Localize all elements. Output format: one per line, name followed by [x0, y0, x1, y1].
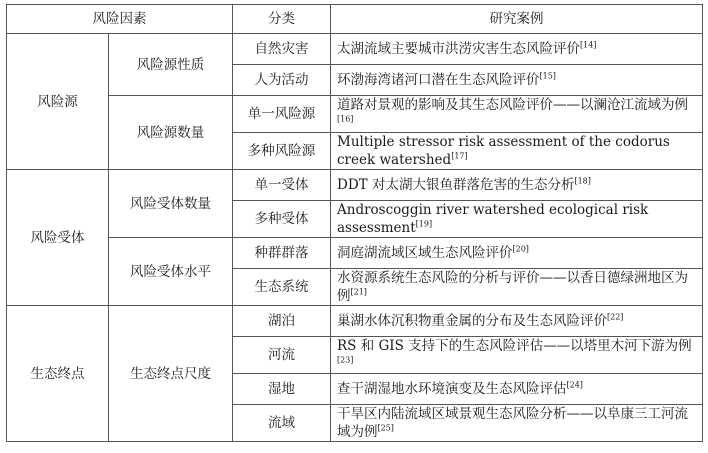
classification-cell: 多种受体	[233, 201, 331, 238]
classification-cell: 多种风险源	[233, 133, 331, 170]
header-classification: 分类	[233, 5, 331, 34]
case-cell	[331, 65, 703, 96]
table-header-row	[7, 5, 703, 34]
subcategory-cell: 生态终点尺度	[109, 306, 233, 442]
reference-mark: [16]	[337, 114, 354, 124]
case-text: 洞庭湖流域区域生态风险评价	[337, 245, 513, 261]
risk-factor-cell: 风险受体	[7, 170, 109, 306]
case-text: 查干湖湿地水环境演变及生态风险评估	[337, 381, 567, 397]
case-text: 太湖流域主要城市洪涝灾害生态风险评价	[337, 41, 580, 57]
classification-cell: 湖泊	[233, 306, 331, 337]
case-text: 道路对景观的影响及其生态风险评价——以澜沧江流域为例	[337, 97, 688, 113]
reference-mark: [18]	[574, 176, 591, 186]
reference-mark: [24]	[566, 380, 583, 390]
header-risk-factor: 风险因素	[7, 5, 233, 34]
case-text: 水资源系统生态风险的分析与评价——以香日德绿洲地区为例	[337, 270, 688, 304]
case-text: 环渤海湾诸河口潜在生态风险评价	[337, 72, 540, 88]
case-text: Androscoggin river watershed ecological risk assessment	[337, 202, 649, 236]
reference-mark: [20]	[512, 244, 529, 254]
classification-cell: 生态系统	[233, 269, 331, 306]
case-text: RS 和 GIS 支持下的生态风险评估——以塔里木河下游为例	[337, 338, 692, 354]
reference-mark: [17]	[451, 151, 468, 161]
subcategory-cell: 风险源性质	[109, 34, 233, 96]
case-text: 干旱区内陆流域区域景观生态风险分析——以阜康三工河流域为例	[337, 406, 688, 440]
classification-cell: 单一受体	[233, 170, 331, 201]
reference-mark: [22]	[607, 312, 624, 322]
reference-mark: [19]	[415, 219, 433, 229]
table-row	[7, 238, 703, 269]
case-cell	[331, 374, 703, 405]
classification-cell: 种群群落	[233, 238, 331, 269]
case-cell	[331, 96, 703, 133]
case-cell	[331, 269, 703, 306]
case-cell	[331, 133, 703, 170]
case-cell	[331, 238, 703, 269]
case-cell	[331, 405, 703, 442]
subcategory-cell: 风险受体数量	[109, 170, 233, 238]
table-row	[7, 170, 703, 201]
table-row	[7, 34, 703, 65]
classification-cell: 流域	[233, 405, 331, 442]
risk-factor-cell: 生态终点	[7, 306, 109, 442]
reference-mark: [25]	[377, 423, 394, 433]
reference-mark: [15]	[539, 71, 556, 81]
classification-cell: 自然灾害	[233, 34, 331, 65]
risk-research-table	[6, 4, 703, 442]
risk-factor-cell: 风险源	[7, 34, 109, 170]
case-cell	[331, 170, 703, 201]
case-cell	[331, 337, 703, 374]
table-row	[7, 96, 703, 133]
case-text: 巢湖水体沉积物重金属的分布及生态风险评价	[337, 313, 607, 329]
subcategory-cell: 风险源数量	[109, 96, 233, 170]
subcategory-cell: 风险受体水平	[109, 238, 233, 306]
reference-mark: [14]	[580, 40, 597, 50]
classification-cell: 人为活动	[233, 65, 331, 96]
case-text: Multiple stressor risk assessment of the codorus creek watershed	[337, 134, 670, 168]
header-research-case: 研究案例	[331, 5, 703, 34]
reference-mark: [23]	[337, 355, 354, 365]
case-cell	[331, 34, 703, 65]
reference-mark: [21]	[350, 287, 367, 297]
classification-cell: 湿地	[233, 374, 331, 405]
case-cell	[331, 201, 703, 238]
classification-cell: 单一风险源	[233, 96, 331, 133]
case-text: DDT 对太湖大银鱼群落危害的生态分析	[337, 177, 575, 193]
case-cell	[331, 306, 703, 337]
table-row	[7, 306, 703, 337]
classification-cell: 河流	[233, 337, 331, 374]
